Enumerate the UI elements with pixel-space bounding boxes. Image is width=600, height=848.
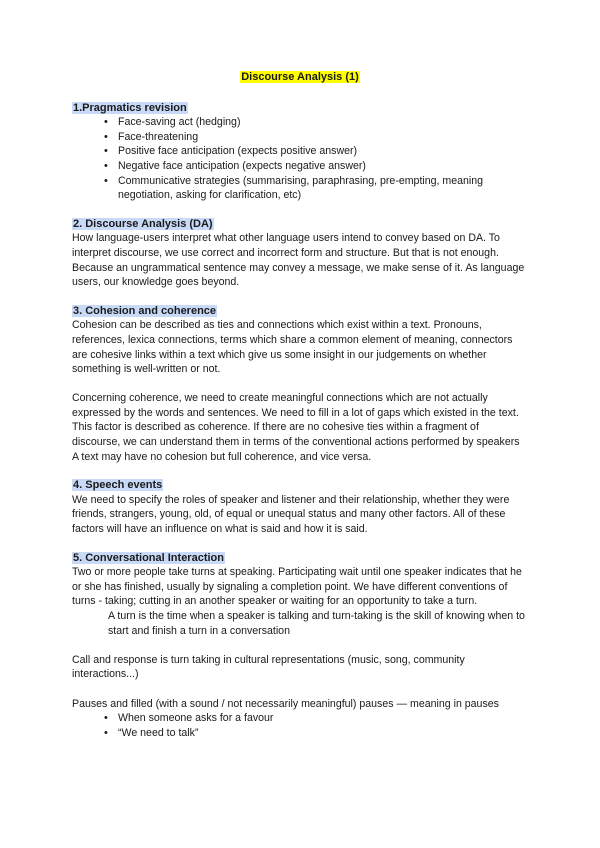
list-item: • Face-threatening xyxy=(106,130,528,145)
indented-paragraph: A turn is the time when a speaker is talking and turn-taking is the skill of knowing when to start and finish a turn in a conversation xyxy=(108,610,525,637)
list-item: • Positive face anticipation (expects positive answer) xyxy=(106,144,528,159)
paragraph: A text may have no cohesion but full coherence, and vice versa. xyxy=(72,450,372,463)
paragraph: Two or more people take turns at speaking. Participating wait until one speaker indicates that he or she has finished, usually by signaling a completion point. We have different conventions of turns - taking; cutting in an another speaker or waiting for an opportunity to take a turn. xyxy=(72,566,522,608)
document-title: Discourse Analysis (1) xyxy=(241,71,359,83)
paragraph: Pauses and filled (with a sound / not necessarily meaningful) pauses — meaning in pauses xyxy=(72,697,499,710)
section-heading: 2. Discourse Analysis (DA) xyxy=(73,217,213,230)
list-item: • Face-saving act (hedging) xyxy=(106,115,528,130)
section-cohesion-coherence xyxy=(72,304,528,465)
paragraph: How language-users interpret what other language users intend to convey based on DA. To interpret discourse, we use correct and incorrect form and structure. But that is not enough. Because an ungrammatical sentence may convey a message, we make sense of it. As language users, our knowledge goes beyond. xyxy=(72,232,525,289)
list-item: • Communicative strategies (summarising, paraphrasing, pre-empting, meaning negotiation, asking for clarification, etc) xyxy=(106,174,528,203)
section-heading: 5. Conversational Interaction xyxy=(73,551,224,564)
list-item: • Negative face anticipation (expects negative answer) xyxy=(106,159,528,174)
paragraph: We need to specify the roles of speaker and listener and their relationship, whether they were friends, strangers, young, old, of equal or unequal status and many other factors. All of these factors will have an influence on what is said and how it is said. xyxy=(72,493,510,536)
paragraph: Concerning coherence, we need to create meaningful connections which are not actually expressed by the words and sentences. We need to fill in a lot of gaps which existed in the text. This factor is described as coherence. If there are no cohesive ties within a fragment of discourse, we can understand them in terms of the conventional actions performed by speakers xyxy=(72,392,520,449)
bullet-list xyxy=(72,115,528,203)
section-heading: 1.Pragmatics revision xyxy=(73,101,187,114)
section-conversational-interaction xyxy=(72,551,528,741)
section-heading: 4. Speech events xyxy=(73,479,163,492)
bullet-list xyxy=(72,711,528,740)
document-page xyxy=(72,70,528,754)
list-item: • “We need to talk” xyxy=(106,726,528,741)
section-pragmatics xyxy=(72,101,528,203)
section-discourse-analysis xyxy=(72,217,528,290)
paragraph: Cohesion can be described as ties and connections which exist within a text. Pronouns, references, lexica connections, terms which share a common element of meaning, connectors are cohesive links within a text which give us some insight in our judgements on whether something is well-written or not. xyxy=(72,319,513,376)
list-item: • When someone asks for a favour xyxy=(106,711,528,726)
section-speech-events xyxy=(72,478,528,536)
title-block xyxy=(72,70,528,85)
paragraph: Call and response is turn taking in cultural representations (music, song, community interactions...) xyxy=(72,653,465,681)
section-heading: 3. Cohesion and coherence xyxy=(73,304,217,317)
